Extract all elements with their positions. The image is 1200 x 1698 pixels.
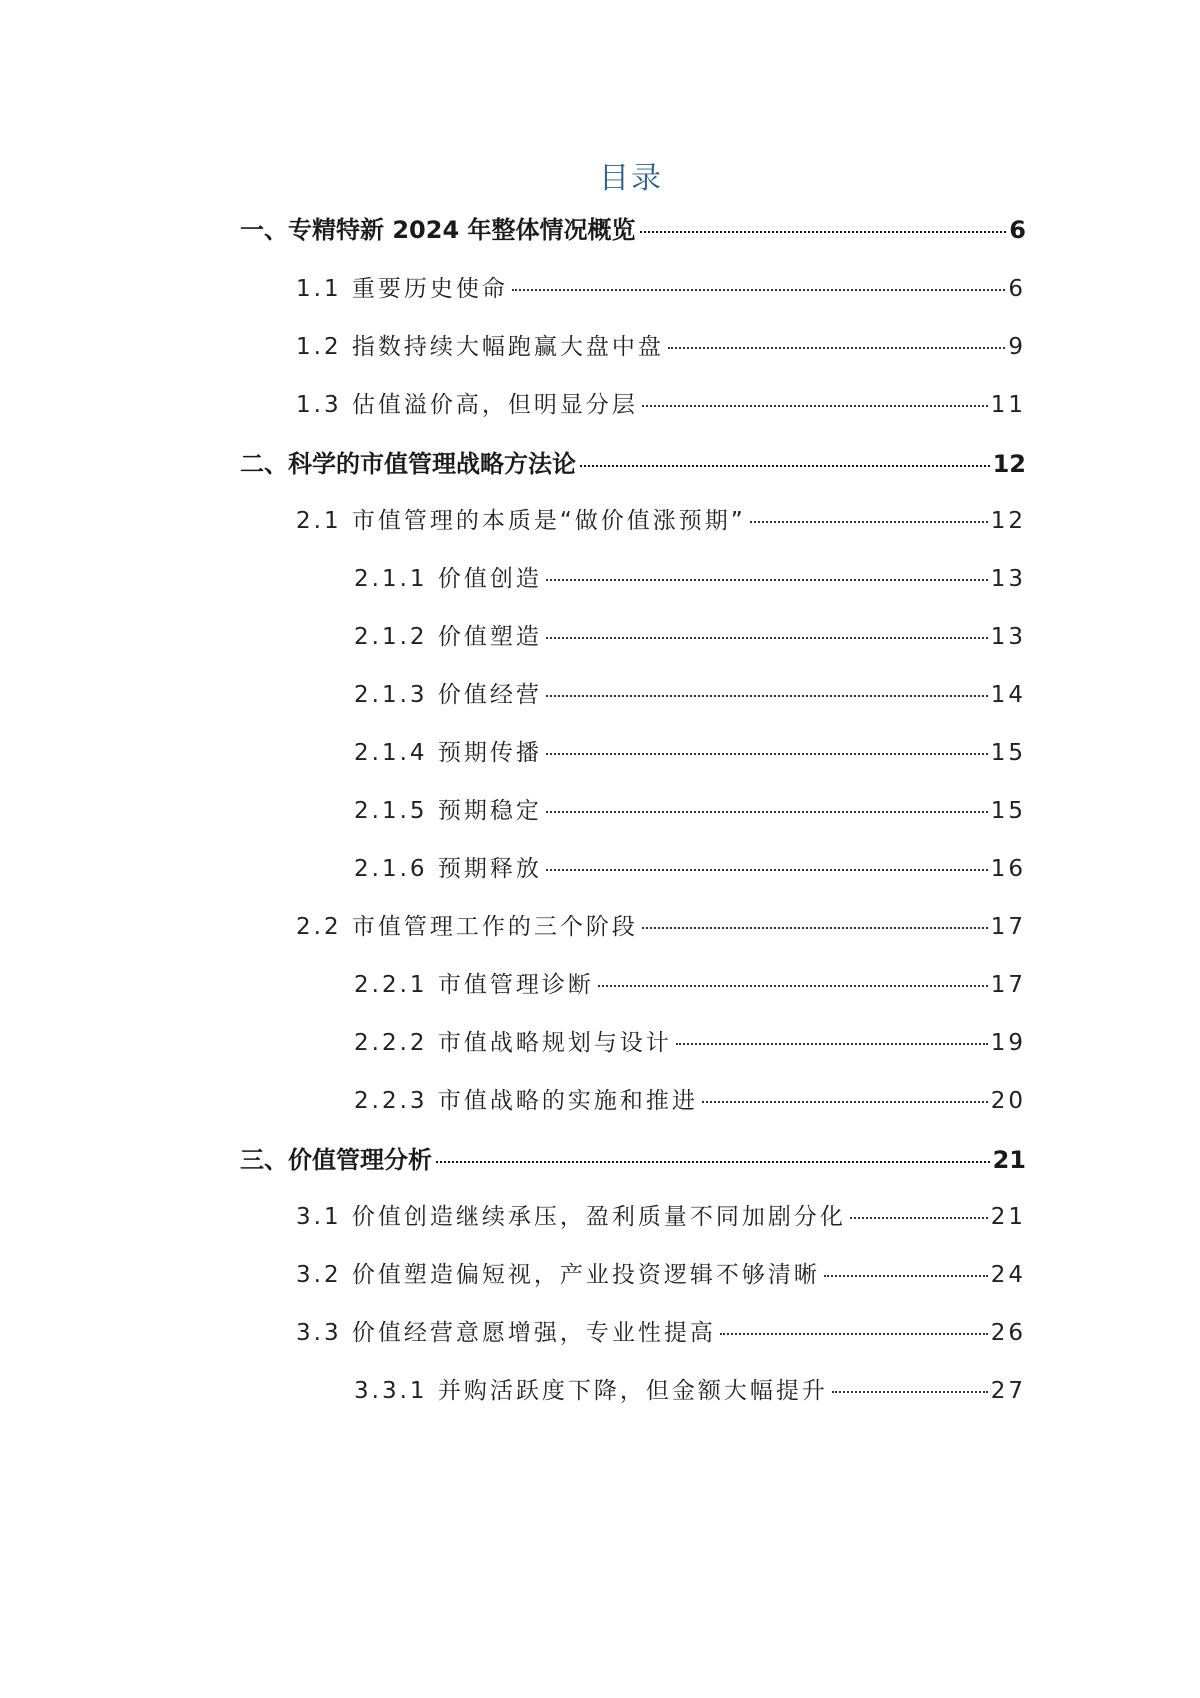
toc-entry-page: 15 [990, 798, 1026, 824]
toc-entry-label: 1.3 估值溢价高，但明显分层 [296, 392, 638, 418]
toc-entry-2-1-2[interactable] [354, 618, 1026, 658]
toc-entry-3-1[interactable] [296, 1198, 1026, 1238]
dot-leader [642, 927, 988, 929]
toc-entry-section-2[interactable] [240, 444, 1026, 484]
toc-entry-page: 15 [990, 740, 1026, 766]
toc-entry-section-1[interactable] [240, 210, 1026, 250]
toc-title: 目录 [599, 161, 663, 196]
toc-entry-label: 2.2.2 市值战略规划与设计 [354, 1030, 672, 1056]
toc-entry-label: 3.3.1 并购活跃度下降，但金额大幅提升 [354, 1378, 828, 1404]
toc-entry-2-1[interactable] [296, 502, 1026, 542]
toc-entry-page: 6 [1009, 216, 1026, 244]
toc-entry-3-3-1[interactable] [354, 1372, 1026, 1412]
toc-entry-label: 1.1 重要历史使命 [296, 276, 508, 302]
toc-entry-2-1-3[interactable] [354, 676, 1026, 716]
toc-entry-page: 12 [990, 508, 1026, 534]
toc-entry-2-2-2[interactable] [354, 1024, 1026, 1064]
toc-entry-label: 3.2 价值塑造偏短视，产业投资逻辑不够清晰 [296, 1262, 820, 1288]
dot-leader [546, 869, 988, 871]
toc-entry-page: 20 [990, 1088, 1026, 1114]
dot-leader [850, 1217, 988, 1219]
toc-entry-page: 13 [990, 624, 1026, 650]
dot-leader [546, 753, 988, 755]
dot-leader [676, 1043, 988, 1045]
toc-entry-label: 2.1.2 价值塑造 [354, 624, 542, 650]
toc-entry-2-1-4[interactable] [354, 734, 1026, 774]
dot-leader [668, 347, 1005, 349]
toc-entry-page: 12 [992, 450, 1026, 478]
toc-entry-label: 2.2.3 市值战略的实施和推进 [354, 1088, 698, 1114]
toc-entry-2-1-1[interactable] [354, 560, 1026, 600]
toc-entry-page: 17 [990, 914, 1026, 940]
toc-entry-label: 3.3 价值经营意愿增强，专业性提高 [296, 1320, 716, 1346]
dot-leader [702, 1101, 988, 1103]
toc-entry-section-3[interactable] [240, 1140, 1026, 1180]
dot-leader [546, 579, 988, 581]
toc-entry-label: 二、科学的市值管理战略方法论 [240, 450, 576, 478]
toc-entry-label: 2.1.6 预期释放 [354, 856, 542, 882]
toc-entry-label: 2.1.1 价值创造 [354, 566, 542, 592]
toc-entry-label: 1.2 指数持续大幅跑赢大盘中盘 [296, 334, 664, 360]
dot-leader [642, 405, 988, 407]
dot-leader [436, 1161, 990, 1163]
dot-leader [546, 695, 988, 697]
toc-entry-page: 13 [990, 566, 1026, 592]
dot-leader [546, 811, 988, 813]
toc-entry-2-2-1[interactable] [354, 966, 1026, 1006]
dot-leader [512, 289, 1005, 291]
toc-entry-label: 3.1 价值创造继续承压，盈利质量不同加剧分化 [296, 1204, 846, 1230]
toc-entry-label: 2.1.5 预期稳定 [354, 798, 542, 824]
toc-entry-page: 19 [990, 1030, 1026, 1056]
toc-entry-2-1-6[interactable] [354, 850, 1026, 890]
toc-entry-page: 21 [990, 1204, 1026, 1230]
toc-entry-2-2[interactable] [296, 908, 1026, 948]
toc-entry-page: 26 [990, 1320, 1026, 1346]
toc-entry-label: 2.2.1 市值管理诊断 [354, 972, 594, 998]
toc-entry-page: 27 [990, 1378, 1026, 1404]
toc-entry-3-3[interactable] [296, 1314, 1026, 1354]
toc-entry-page: 9 [1008, 334, 1026, 360]
toc-entry-3-2[interactable] [296, 1256, 1026, 1296]
toc-entry-1-2[interactable] [296, 328, 1026, 368]
toc-entry-label: 2.1 市值管理的本质是“做价值涨预期” [296, 508, 746, 534]
toc-entry-label: 2.1.3 价值经营 [354, 682, 542, 708]
toc-entry-page: 16 [990, 856, 1026, 882]
dot-leader [824, 1275, 988, 1277]
dot-leader [750, 521, 988, 523]
toc-entry-2-2-3[interactable] [354, 1082, 1026, 1122]
toc-entry-page: 11 [990, 392, 1026, 418]
dot-leader [598, 985, 988, 987]
toc-entry-2-1-5[interactable] [354, 792, 1026, 832]
toc-entry-label: 2.1.4 预期传播 [354, 740, 542, 766]
toc-entry-label: 三、价值管理分析 [240, 1146, 432, 1174]
toc-entry-label: 2.2 市值管理工作的三个阶段 [296, 914, 638, 940]
toc-entry-page: 21 [992, 1146, 1026, 1174]
dot-leader [546, 637, 988, 639]
toc-entry-page: 24 [990, 1262, 1026, 1288]
dot-leader [832, 1391, 988, 1393]
toc-entry-1-1[interactable] [296, 270, 1026, 310]
toc-entry-page: 6 [1008, 276, 1026, 302]
toc-entry-page: 17 [990, 972, 1026, 998]
dot-leader [640, 231, 1007, 233]
toc-entry-1-3[interactable] [296, 386, 1026, 426]
dot-leader [580, 465, 990, 467]
toc-entry-label: 一、专精特新 2024 年整体情况概览 [240, 216, 636, 244]
toc-entry-page: 14 [990, 682, 1026, 708]
dot-leader [720, 1333, 988, 1335]
